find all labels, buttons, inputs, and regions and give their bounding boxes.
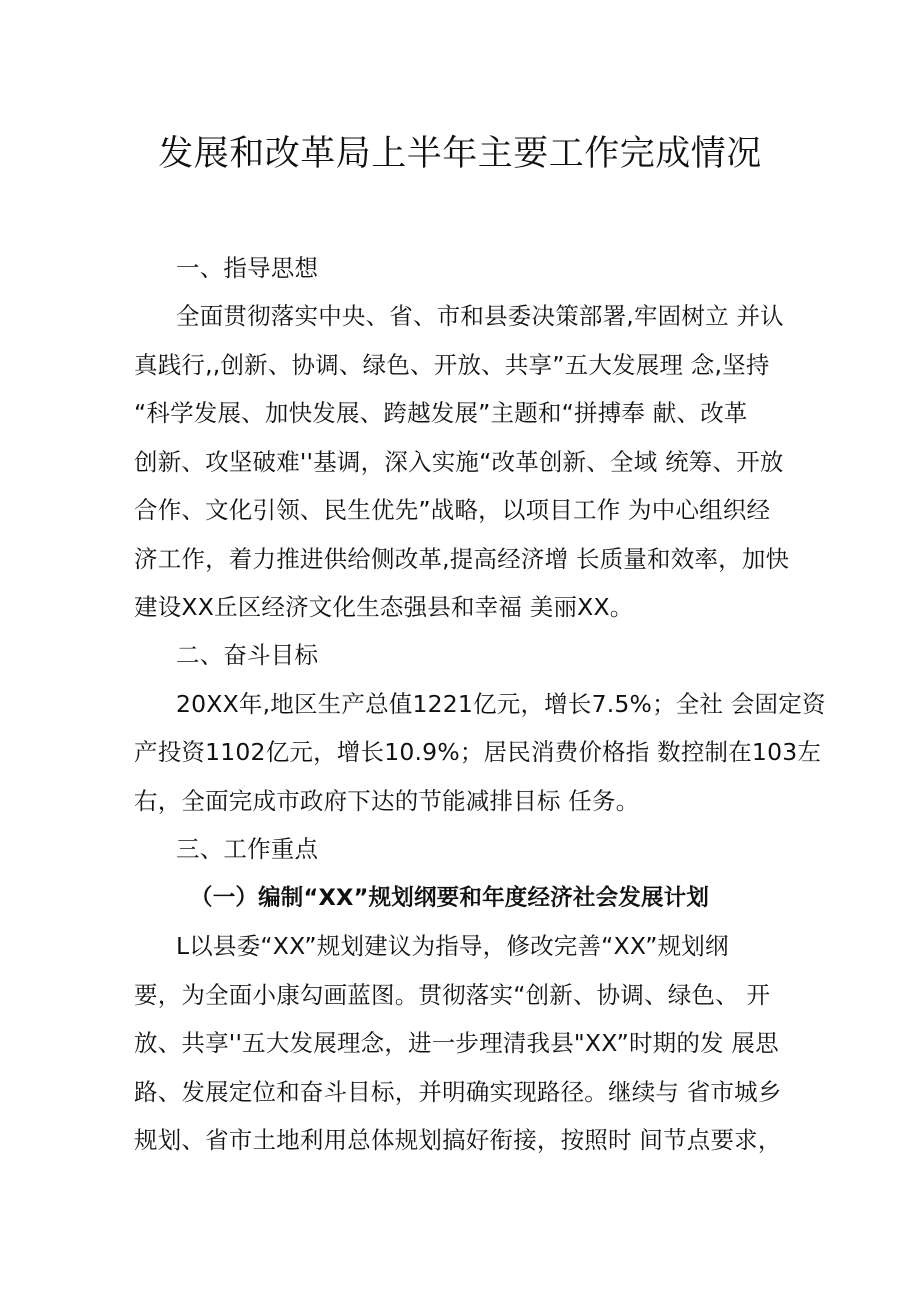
paragraph-line: “科学发展、加快发展、跨越发展”主题和“拼搏奉 献、改革: [134, 399, 748, 427]
paragraph-line: L以县委“XX”规划建议为指导，修改完善“XX”规划纲: [176, 932, 729, 960]
paragraph-line: 要，为全面小康勾画蓝图。贯彻落实“创新、协调、绿色、 开: [134, 981, 771, 1009]
paragraph-line: 规划、省市土地利用总体规划搞好衔接，按照时 间节点要求，: [134, 1126, 782, 1154]
paragraph-line: 真践行,,创新、协调、绿色、开放、共享”五大发展理 念,坚持: [134, 351, 770, 379]
paragraph-line: 创新、攻坚破难''基调，深入实施“改革创新、全域 统筹、开放: [134, 448, 784, 476]
subsection-heading: （一）编制“XX”规划纲要和年度经济社会发展计划: [190, 885, 710, 911]
paragraph-line: 20XX年,地区生产总值1221亿元，增长7.5%；全社 会固定资: [176, 690, 826, 718]
section-heading-work-focus: 三、工作重点: [176, 835, 319, 863]
paragraph-line: 全面贯彻落实中央、省、市和县委决策部署,牢固树立 并认: [176, 302, 784, 330]
paragraph-line: 产投资1102亿元，增长10.9%；居民消费价格指 数控制在103左: [134, 738, 822, 766]
document-title: 发展和改革局上半年主要工作完成情况: [158, 134, 762, 174]
paragraph-line: 合作、文化引领、民生优先”战略，以项目工作 为中心组织经: [134, 496, 771, 524]
paragraph-line: 济工作，着力推进供给侧改革,提高经济增 长质量和效率，加快: [134, 545, 790, 573]
paragraph-line: 放、共享''五大发展理念，进一步理清我县"XX”时期的发 展思: [134, 1029, 779, 1057]
paragraph-line: 建设XX丘区经济文化生态强县和幸福 美丽XX。: [134, 593, 634, 621]
paragraph-line: 路、发展定位和奋斗目标，并明确实现路径。继续与 省市城乡: [134, 1078, 782, 1106]
paragraph-line: 右，全面完成市政府下达的节能减排目标 任务。: [134, 787, 640, 815]
section-heading-goals: 二、奋斗目标: [176, 641, 319, 669]
section-heading-guiding-ideology: 一、指导思想: [176, 254, 319, 282]
